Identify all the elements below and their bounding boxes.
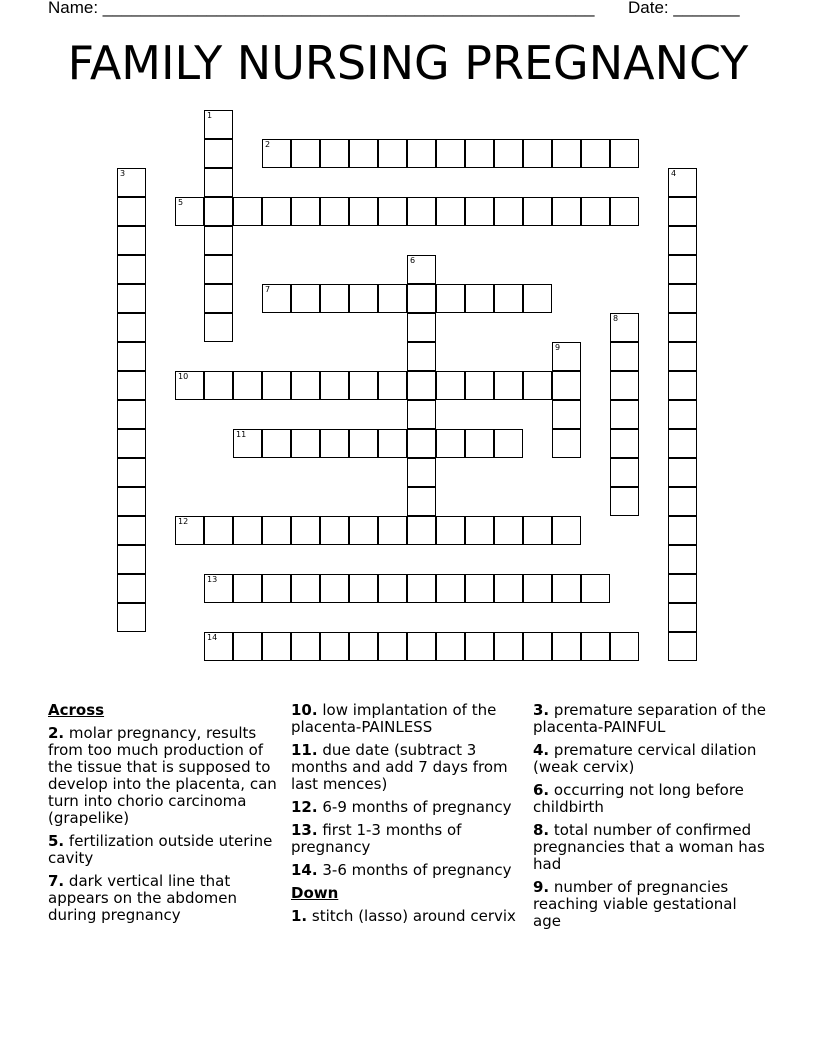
page-title: FAMILY NURSING PREGNANCY [67, 36, 749, 90]
grid-cell[interactable] [494, 429, 523, 458]
grid-cell[interactable] [436, 284, 465, 313]
grid-cell[interactable] [668, 284, 697, 313]
grid-cell[interactable] [581, 139, 610, 168]
grid-cell[interactable] [610, 632, 639, 661]
grid-cell[interactable] [668, 574, 697, 603]
grid-cell[interactable] [378, 139, 407, 168]
grid-cell[interactable] [581, 632, 610, 661]
grid-cell[interactable] [291, 516, 320, 545]
clue-across-5: 5. fertilization outside uterine cavity [48, 832, 273, 867]
clue-number: 11 [236, 430, 247, 439]
grid-cell[interactable] [523, 139, 552, 168]
grid-cell[interactable] [552, 400, 581, 429]
clue-across-2: 2. molar pregnancy, results from too much production of the tissue that is supposed to develop into the placenta, can turn into chorio carcinoma (grapelike) [48, 724, 277, 827]
grid-cell[interactable] [320, 516, 349, 545]
grid-cell[interactable] [668, 313, 697, 342]
clue-down-6: 6. occurring not long before childbirth [533, 781, 744, 816]
grid-cell[interactable] [465, 516, 494, 545]
grid-cell[interactable] [581, 574, 610, 603]
grid-cell[interactable] [407, 342, 436, 371]
grid-cell[interactable] [262, 632, 291, 661]
grid-cell[interactable] [117, 342, 146, 371]
clue-across-11: 11. due date (subtract 3 months and add 7 days from last mences) [291, 741, 508, 793]
clue-across-13: 13. first 1-3 months of pregnancy [291, 821, 462, 856]
grid-cell[interactable] [117, 168, 146, 197]
clue-down-8: 8. total number of confirmed pregnancies that a woman has had [533, 821, 765, 873]
grid-cell[interactable] [407, 429, 436, 458]
grid-cell[interactable] [349, 284, 378, 313]
clue-number: 4 [671, 169, 677, 178]
grid-cell[interactable] [668, 487, 697, 516]
grid-cell[interactable] [668, 603, 697, 632]
grid-cell[interactable] [494, 574, 523, 603]
clue-number: 5 [178, 198, 184, 207]
grid-cell[interactable] [523, 516, 552, 545]
grid-cell[interactable] [117, 255, 146, 284]
clue-down-1: 1. stitch (lasso) around cervix [291, 907, 516, 925]
grid-cell[interactable] [407, 371, 436, 400]
grid-cell[interactable] [552, 574, 581, 603]
grid-cell[interactable] [668, 545, 697, 574]
grid-cell[interactable] [117, 574, 146, 603]
grid-cell[interactable] [262, 429, 291, 458]
grid-cell[interactable] [233, 632, 262, 661]
grid-cell[interactable] [378, 516, 407, 545]
grid-cell[interactable] [378, 429, 407, 458]
grid-cell[interactable] [262, 284, 291, 313]
grid-cell[interactable] [320, 284, 349, 313]
grid-cell[interactable] [668, 516, 697, 545]
grid-cell[interactable] [349, 429, 378, 458]
clue-across-14: 14. 3-6 months of pregnancy [291, 861, 512, 879]
grid-cell[interactable] [668, 168, 697, 197]
grid-cell[interactable] [523, 632, 552, 661]
grid-cell[interactable] [407, 400, 436, 429]
grid-cell[interactable] [407, 516, 436, 545]
grid-cell[interactable] [204, 197, 233, 226]
grid-cell[interactable] [407, 632, 436, 661]
clue-number: 8 [613, 314, 619, 323]
grid-cell[interactable] [117, 458, 146, 487]
grid-cell[interactable] [117, 371, 146, 400]
grid-cell[interactable] [465, 139, 494, 168]
grid-cell[interactable] [349, 197, 378, 226]
grid-cell[interactable] [349, 371, 378, 400]
grid-cell[interactable] [407, 458, 436, 487]
grid-cell[interactable] [552, 342, 581, 371]
grid-cell[interactable] [175, 197, 204, 226]
grid-cell[interactable] [117, 603, 146, 632]
grid-cell[interactable] [668, 371, 697, 400]
grid-cell[interactable] [291, 632, 320, 661]
grid-cell[interactable] [436, 429, 465, 458]
grid-cell[interactable] [175, 516, 204, 545]
clue-column-2 [291, 702, 523, 931]
grid-cell[interactable] [523, 284, 552, 313]
grid-cell[interactable] [407, 284, 436, 313]
clue-number: 9 [555, 343, 561, 352]
grid-cell[interactable] [291, 574, 320, 603]
grid-cell[interactable] [552, 371, 581, 400]
grid-cell[interactable] [378, 632, 407, 661]
grid-cell[interactable] [407, 487, 436, 516]
grid-cell[interactable] [175, 371, 204, 400]
grid-cell[interactable] [349, 632, 378, 661]
grid-cell[interactable] [668, 632, 697, 661]
grid-cell[interactable] [117, 226, 146, 255]
clue-down-9: 9. number of pregnancies reaching viable gestational age [533, 878, 737, 930]
grid-cell[interactable] [204, 168, 233, 197]
grid-cell[interactable] [117, 429, 146, 458]
grid-cell[interactable] [320, 197, 349, 226]
name-field[interactable]: Name: ____________________________________________________ [48, 0, 595, 17]
clue-number: 13 [207, 575, 218, 584]
across-heading: Across [48, 701, 105, 719]
clue-number: 12 [178, 517, 189, 526]
grid-cell[interactable] [233, 197, 262, 226]
grid-cell[interactable] [204, 284, 233, 313]
grid-cell[interactable] [233, 371, 262, 400]
clue-across-12: 12. 6-9 months of pregnancy [291, 798, 512, 816]
grid-cell[interactable] [291, 139, 320, 168]
grid-cell[interactable] [436, 371, 465, 400]
grid-cell[interactable] [523, 197, 552, 226]
grid-cell[interactable] [494, 284, 523, 313]
grid-cell[interactable] [262, 574, 291, 603]
grid-cell[interactable] [436, 632, 465, 661]
grid-cell[interactable] [117, 400, 146, 429]
grid-cell[interactable] [262, 139, 291, 168]
grid-cell[interactable] [204, 574, 233, 603]
grid-cell[interactable] [465, 574, 494, 603]
grid-cell[interactable] [117, 487, 146, 516]
grid-cell[interactable] [204, 516, 233, 545]
clue-number: 14 [207, 633, 218, 642]
grid-cell[interactable] [204, 139, 233, 168]
grid-cell[interactable] [668, 255, 697, 284]
grid-cell[interactable] [349, 516, 378, 545]
grid-cell[interactable] [465, 632, 494, 661]
grid-cell[interactable] [320, 574, 349, 603]
grid-cell[interactable] [204, 371, 233, 400]
date-field[interactable]: Date: _______ [628, 0, 740, 17]
grid-cell[interactable] [233, 429, 262, 458]
grid-cell[interactable] [552, 197, 581, 226]
grid-cell[interactable] [291, 429, 320, 458]
grid-cell[interactable] [436, 139, 465, 168]
grid-cell[interactable] [378, 284, 407, 313]
clue-number: 3 [120, 169, 126, 178]
grid-cell[interactable] [465, 429, 494, 458]
grid-cell[interactable] [552, 632, 581, 661]
grid-cell[interactable] [407, 139, 436, 168]
grid-cell[interactable] [610, 429, 639, 458]
grid-cell[interactable] [610, 313, 639, 342]
grid-cell[interactable] [320, 139, 349, 168]
grid-cell[interactable] [436, 197, 465, 226]
grid-cell[interactable] [204, 110, 233, 139]
grid-cell[interactable] [262, 516, 291, 545]
grid-cell[interactable] [233, 574, 262, 603]
grid-cell[interactable] [552, 429, 581, 458]
grid-cell[interactable] [494, 516, 523, 545]
grid-cell[interactable] [407, 313, 436, 342]
grid-cell[interactable] [610, 458, 639, 487]
grid-cell[interactable] [291, 284, 320, 313]
clue-number: 10 [178, 372, 189, 381]
grid-cell[interactable] [494, 139, 523, 168]
grid-cell[interactable] [407, 255, 436, 284]
grid-cell[interactable] [610, 197, 639, 226]
grid-cell[interactable] [436, 516, 465, 545]
grid-cell[interactable] [349, 574, 378, 603]
grid-cell[interactable] [523, 371, 552, 400]
clue-number: 2 [265, 140, 271, 149]
grid-cell[interactable] [610, 342, 639, 371]
grid-cell[interactable] [378, 371, 407, 400]
grid-cell[interactable] [378, 197, 407, 226]
grid-cell[interactable] [610, 400, 639, 429]
grid-cell[interactable] [552, 139, 581, 168]
down-heading: Down [291, 884, 339, 902]
grid-cell[interactable] [465, 284, 494, 313]
grid-cell[interactable] [117, 313, 146, 342]
clue-column-3 [533, 702, 769, 936]
clue-across-10: 10. low implantation of the placenta-PAINLESS [291, 701, 497, 736]
grid-cell[interactable] [204, 632, 233, 661]
grid-cell[interactable] [117, 516, 146, 545]
grid-cell[interactable] [378, 574, 407, 603]
grid-cell[interactable] [233, 516, 262, 545]
grid-cell[interactable] [320, 632, 349, 661]
grid-cell[interactable] [407, 197, 436, 226]
grid-cell[interactable] [262, 197, 291, 226]
grid-cell[interactable] [668, 400, 697, 429]
grid-cell[interactable] [668, 458, 697, 487]
grid-cell[interactable] [610, 371, 639, 400]
grid-cell[interactable] [117, 545, 146, 574]
grid-cell[interactable] [494, 371, 523, 400]
grid-cell[interactable] [204, 313, 233, 342]
grid-cell[interactable] [465, 371, 494, 400]
grid-cell[interactable] [436, 574, 465, 603]
clue-number: 6 [410, 256, 416, 265]
clue-column-1 [48, 702, 282, 930]
clue-number: 1 [207, 111, 213, 120]
clue-number: 7 [265, 285, 271, 294]
grid-cell[interactable] [610, 487, 639, 516]
grid-cell[interactable] [494, 632, 523, 661]
grid-cell[interactable] [291, 197, 320, 226]
grid-cell[interactable] [552, 516, 581, 545]
grid-cell[interactable] [320, 371, 349, 400]
grid-cell[interactable] [117, 284, 146, 313]
grid-cell[interactable] [668, 429, 697, 458]
grid-cell[interactable] [204, 226, 233, 255]
grid-cell[interactable] [262, 371, 291, 400]
clue-down-3: 3. premature separation of the placenta-PAINFUL [533, 701, 766, 736]
grid-cell[interactable] [581, 197, 610, 226]
grid-cell[interactable] [291, 371, 320, 400]
grid-cell[interactable] [668, 226, 697, 255]
clue-across-7: 7. dark vertical line that appears on the abdomen during pregnancy [48, 872, 238, 924]
grid-cell[interactable] [610, 139, 639, 168]
grid-cell[interactable] [523, 574, 552, 603]
grid-cell[interactable] [407, 574, 436, 603]
grid-cell[interactable] [320, 429, 349, 458]
grid-cell[interactable] [349, 139, 378, 168]
grid-cell[interactable] [668, 197, 697, 226]
grid-cell[interactable] [494, 197, 523, 226]
grid-cell[interactable] [465, 197, 494, 226]
grid-cell[interactable] [668, 342, 697, 371]
grid-cell[interactable] [117, 197, 146, 226]
clue-down-4: 4. premature cervical dilation (weak cervix) [533, 741, 757, 776]
grid-cell[interactable] [204, 255, 233, 284]
